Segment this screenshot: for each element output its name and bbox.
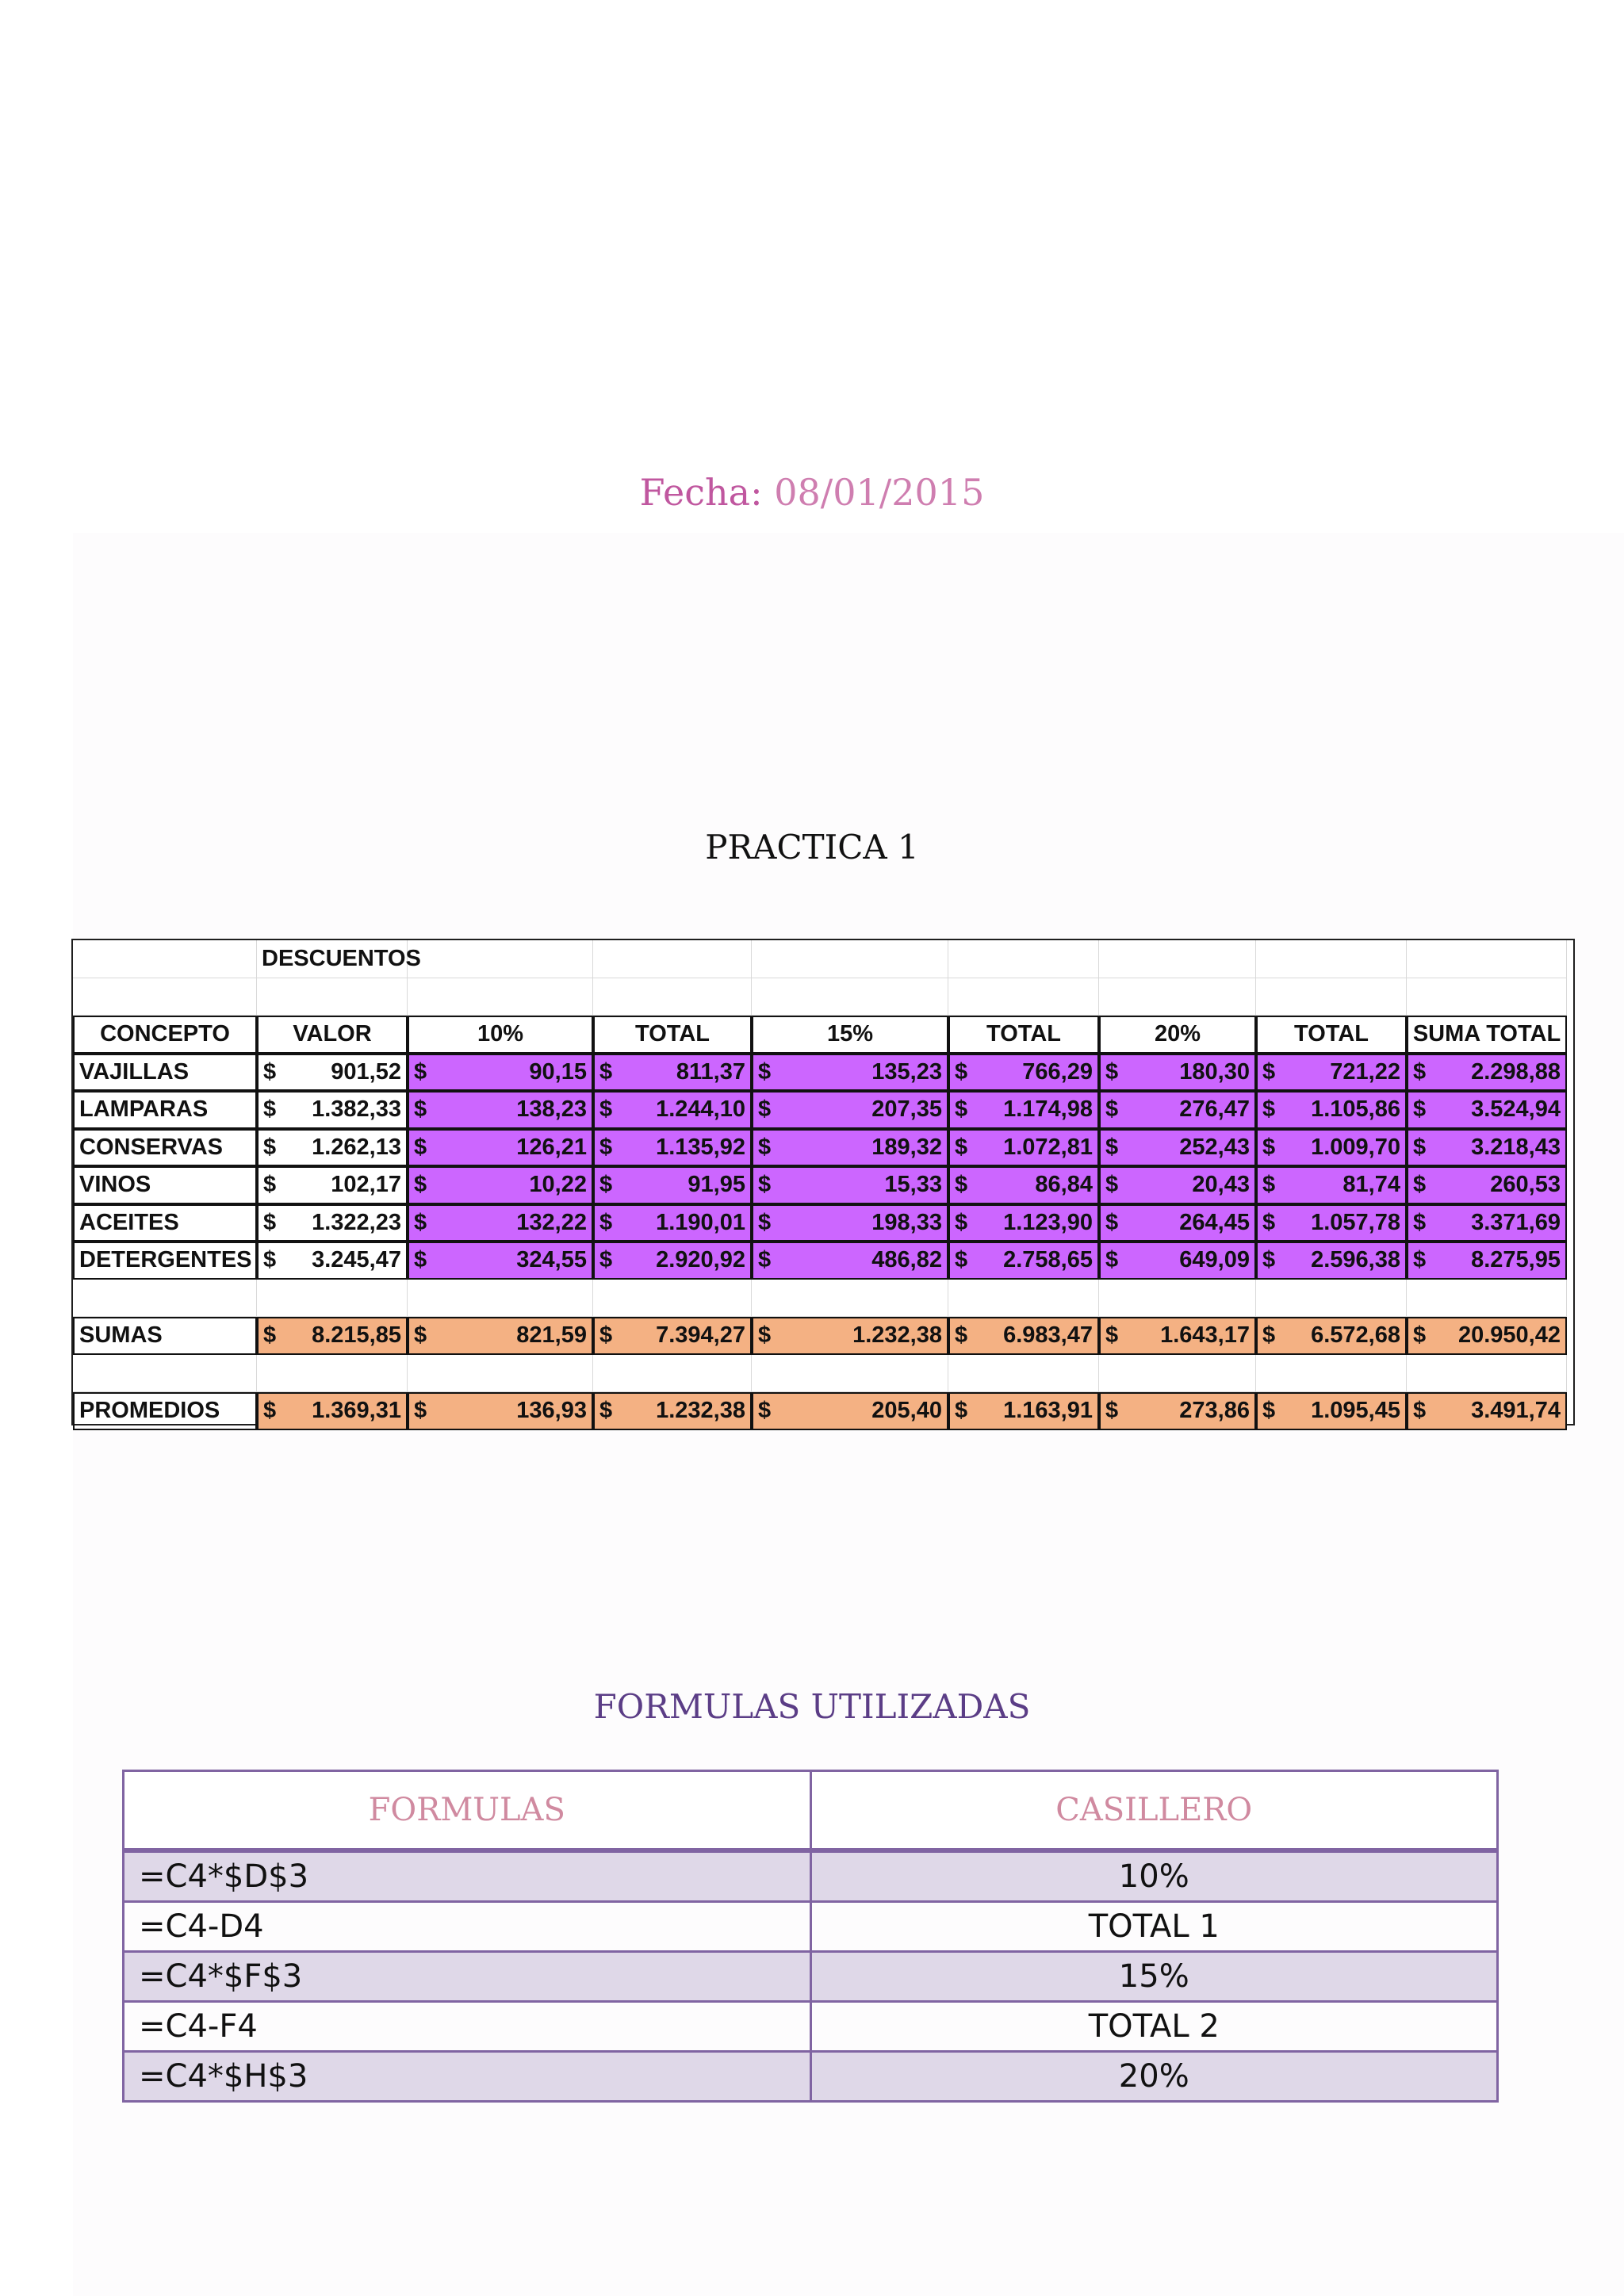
formula-cell: =C4*$H$3 [124,2052,811,2102]
casillero-cell: TOTAL 2 [810,2002,1498,2052]
amount: 1.163,91 [1003,1398,1093,1424]
header-row [73,1016,1573,1054]
currency-symbol: $ [263,1247,277,1273]
promedios-label: PROMEDIOS [73,1392,257,1430]
amount: 1.135,92 [656,1134,745,1160]
money-cell [257,1166,408,1204]
empty-cell [948,978,1099,1016]
amount: 821,59 [516,1322,587,1349]
table-row [73,1091,1573,1129]
amount: 1.105,86 [1311,1096,1400,1123]
money-cell [1099,1166,1256,1204]
money-cell [752,1204,948,1242]
empty-cell [1099,978,1256,1016]
formula-row [124,1902,1498,1952]
concepto-cell: LAMPARAS [73,1091,257,1129]
empty-cell [408,978,593,1016]
column-header: VALOR [257,1016,408,1054]
empty-cell [257,1355,408,1393]
currency-symbol: $ [1105,1247,1119,1273]
formula-cell: =C4*$D$3 [124,1850,811,1902]
amount: 136,93 [516,1398,587,1424]
money-cell [948,1392,1099,1430]
money-cell [1256,1091,1407,1129]
currency-symbol: $ [1105,1209,1119,1235]
column-header: 20% [1099,1016,1256,1054]
money-cell [1407,1242,1567,1280]
money-cell [593,1166,752,1204]
empty-cell [948,1280,1099,1318]
currency-symbol: $ [1413,1172,1427,1198]
amount: 3.491,74 [1471,1398,1561,1424]
money-cell [752,1091,948,1129]
currency-symbol: $ [1262,1134,1276,1160]
column-header: 10% [408,1016,593,1054]
amount: 3.218,43 [1471,1134,1561,1160]
blank-row [73,978,1573,1016]
date-value: 08/01/2015 [774,471,985,514]
table-row [73,1242,1573,1280]
currency-symbol: $ [414,1247,427,1273]
empty-cell [1099,1355,1256,1393]
empty-cell [408,940,593,978]
money-cell [408,1054,593,1092]
amount: 10,22 [529,1172,587,1198]
currency-symbol: $ [1262,1322,1276,1349]
money-cell [1256,1317,1407,1355]
empty-cell [1099,1280,1256,1318]
currency-symbol: $ [758,1398,772,1424]
amount: 1.123,90 [1003,1209,1093,1235]
amount: 135,23 [871,1058,942,1085]
formula-row [124,2052,1498,2102]
amount: 1.244,10 [656,1096,745,1123]
amount: 90,15 [529,1058,587,1085]
formula-cell: =C4*$F$3 [124,1952,811,2002]
money-cell [1099,1091,1256,1129]
money-cell [593,1242,752,1280]
amount: 3.524,94 [1471,1096,1561,1123]
currency-symbol: $ [599,1247,613,1273]
money-cell [593,1317,752,1355]
empty-cell [408,1355,593,1393]
empty-cell [73,940,257,978]
money-cell [948,1317,1099,1355]
currency-symbol: $ [263,1322,277,1349]
money-cell [948,1091,1099,1129]
currency-symbol: $ [414,1209,427,1235]
money-cell [1256,1054,1407,1092]
money-cell [1407,1204,1567,1242]
currency-symbol: $ [263,1172,277,1198]
formula-row [124,2002,1498,2052]
descuentos-row [73,940,1573,978]
currency-symbol: $ [758,1247,772,1273]
amount: 811,37 [676,1058,745,1085]
currency-symbol: $ [263,1209,277,1235]
date-line [0,471,1624,514]
currency-symbol: $ [955,1172,968,1198]
date-label: Fecha: [639,471,763,514]
money-cell [1407,1091,1567,1129]
empty-cell [752,978,948,1016]
amount: 7.394,27 [656,1322,745,1349]
amount: 81,74 [1342,1172,1400,1198]
empty-cell [593,1355,752,1393]
column-header: CONCEPTO [73,1016,257,1054]
amount: 198,33 [871,1209,942,1235]
amount: 180,30 [1179,1058,1250,1085]
currency-symbol: $ [263,1134,277,1160]
money-cell [1407,1166,1567,1204]
currency-symbol: $ [263,1398,277,1424]
money-cell [257,1129,408,1167]
amount: 86,84 [1035,1172,1093,1198]
casillero-cell: 20% [810,2052,1498,2102]
table-row [73,1054,1573,1092]
money-cell [408,1242,593,1280]
empty-cell [73,1280,257,1318]
money-cell [1256,1204,1407,1242]
currency-symbol: $ [1105,1172,1119,1198]
amount: 207,35 [871,1096,942,1123]
currency-symbol: $ [1105,1134,1119,1160]
empty-cell [257,978,408,1016]
currency-symbol: $ [1413,1134,1427,1160]
amount: 273,86 [1179,1398,1250,1424]
empty-cell [1407,1355,1567,1393]
money-cell [1256,1129,1407,1167]
concepto-cell: DETERGENTES [73,1242,257,1280]
amount: 6.572,68 [1311,1322,1400,1349]
casillero-cell: 10% [810,1850,1498,1902]
currency-symbol: $ [1413,1096,1427,1123]
amount: 189,32 [871,1134,942,1160]
money-cell [1256,1166,1407,1204]
currency-symbol: $ [1262,1096,1276,1123]
money-cell [948,1166,1099,1204]
amount: 132,22 [516,1209,587,1235]
money-cell [1407,1392,1567,1430]
money-cell [752,1054,948,1092]
amount: 324,55 [516,1247,587,1273]
formula-row [124,1850,1498,1902]
column-header: TOTAL [593,1016,752,1054]
currency-symbol: $ [1413,1398,1427,1424]
currency-symbol: $ [599,1134,613,1160]
currency-symbol: $ [414,1058,427,1085]
amount: 126,21 [516,1134,587,1160]
empty-cell [948,1355,1099,1393]
currency-symbol: $ [955,1058,968,1085]
amount: 276,47 [1179,1096,1250,1123]
formula-cell: =C4-F4 [124,2002,811,2052]
amount: 1.262,13 [312,1134,401,1160]
casillero-header: CASILLERO [810,1771,1498,1851]
currency-symbol: $ [414,1096,427,1123]
money-cell [408,1129,593,1167]
practica-title: PRACTICA 1 [705,828,919,867]
currency-symbol: $ [758,1096,772,1123]
money-cell [593,1091,752,1129]
amount: 2.596,38 [1311,1247,1400,1273]
money-cell [752,1166,948,1204]
currency-symbol: $ [1413,1247,1427,1273]
formulas-header: FORMULAS [124,1771,811,1851]
currency-symbol: $ [758,1058,772,1085]
money-cell [1099,1129,1256,1167]
table-row [73,1166,1573,1204]
money-cell [257,1317,408,1355]
currency-symbol: $ [599,1322,613,1349]
concepto-cell: ACEITES [73,1204,257,1242]
currency-symbol: $ [414,1172,427,1198]
money-cell [1407,1317,1567,1355]
concepto-cell: VAJILLAS [73,1054,257,1092]
amount: 264,45 [1179,1209,1250,1235]
blank-row [73,1355,1573,1393]
currency-symbol: $ [955,1322,968,1349]
amount: 1.369,31 [312,1398,401,1424]
currency-symbol: $ [263,1058,277,1085]
money-cell [593,1204,752,1242]
amount: 3.371,69 [1471,1209,1561,1235]
empty-cell [752,1280,948,1318]
table-row [73,1129,1573,1167]
empty-cell [1256,978,1407,1016]
currency-symbol: $ [263,1096,277,1123]
amount: 486,82 [871,1247,942,1273]
currency-symbol: $ [599,1172,613,1198]
money-cell [257,1242,408,1280]
column-header: TOTAL [948,1016,1099,1054]
amount: 721,22 [1330,1058,1400,1085]
currency-symbol: $ [1413,1209,1427,1235]
empty-cell [1256,1280,1407,1318]
empty-cell [1099,940,1256,978]
currency-symbol: $ [1262,1058,1276,1085]
money-cell [1099,1204,1256,1242]
empty-cell [73,1355,257,1393]
empty-cell [593,978,752,1016]
currency-symbol: $ [758,1172,772,1198]
amount: 1.174,98 [1003,1096,1093,1123]
currency-symbol: $ [1262,1398,1276,1424]
amount: 252,43 [1179,1134,1250,1160]
currency-symbol: $ [1262,1209,1276,1235]
formulas-title: FORMULAS UTILIZADAS [593,1687,1031,1726]
spreadsheet-grid [73,940,1573,1430]
money-cell [257,1054,408,1092]
money-cell [1407,1054,1567,1092]
currency-symbol: $ [1413,1058,1427,1085]
currency-symbol: $ [955,1209,968,1235]
amount: 138,23 [516,1096,587,1123]
money-cell [408,1317,593,1355]
amount: 1.009,70 [1311,1134,1400,1160]
money-cell [752,1242,948,1280]
currency-symbol: $ [758,1134,772,1160]
currency-symbol: $ [414,1322,427,1349]
empty-cell [408,1280,593,1318]
promedios-row [73,1392,1573,1430]
money-cell [257,1091,408,1129]
concepto-cell: VINOS [73,1166,257,1204]
amount: 1.072,81 [1003,1134,1093,1160]
formulas-table [122,1770,1499,2103]
money-cell [408,1204,593,1242]
currency-symbol: $ [1105,1096,1119,1123]
empty-cell [1256,1355,1407,1393]
money-cell [1099,1054,1256,1092]
amount: 1.643,17 [1160,1322,1250,1349]
empty-cell [593,1280,752,1318]
formula-cell: =C4-D4 [124,1902,811,1952]
amount: 8.215,85 [312,1322,401,1349]
currency-symbol: $ [1105,1398,1119,1424]
currency-symbol: $ [599,1096,613,1123]
empty-cell [73,978,257,1016]
money-cell [948,1242,1099,1280]
currency-symbol: $ [414,1398,427,1424]
money-cell [1099,1317,1256,1355]
amount: 2.920,92 [656,1247,745,1273]
empty-cell [948,940,1099,978]
money-cell [408,1392,593,1430]
formula-row [124,1952,1498,2002]
money-cell [752,1317,948,1355]
currency-symbol: $ [599,1209,613,1235]
money-cell [1256,1392,1407,1430]
money-cell [1099,1392,1256,1430]
money-cell [408,1091,593,1129]
empty-cell [752,940,948,978]
amount: 901,52 [331,1058,401,1085]
money-cell [948,1204,1099,1242]
currency-symbol: $ [955,1398,968,1424]
currency-symbol: $ [1105,1322,1119,1349]
column-header: 15% [752,1016,948,1054]
amount: 6.983,47 [1003,1322,1093,1349]
currency-symbol: $ [1262,1172,1276,1198]
concepto-cell: CONSERVAS [73,1129,257,1167]
amount: 91,95 [688,1172,745,1198]
money-cell [408,1166,593,1204]
sumas-row [73,1317,1573,1355]
column-header: SUMA TOTAL [1407,1016,1567,1054]
amount: 1.232,38 [656,1398,745,1424]
empty-cell [1256,940,1407,978]
currency-symbol: $ [1105,1058,1119,1085]
spreadsheet-image [71,939,1575,1425]
empty-cell [1407,1280,1567,1318]
amount: 20,43 [1192,1172,1250,1198]
amount: 15,33 [884,1172,942,1198]
money-cell [1407,1129,1567,1167]
amount: 1.095,45 [1311,1398,1400,1424]
amount: 2.298,88 [1471,1058,1561,1085]
amount: 649,09 [1179,1247,1250,1273]
money-cell [257,1392,408,1430]
table-row [73,1204,1573,1242]
amount: 1.382,33 [312,1096,401,1123]
money-cell [948,1129,1099,1167]
money-cell [948,1054,1099,1092]
currency-symbol: $ [955,1247,968,1273]
currency-symbol: $ [955,1134,968,1160]
currency-symbol: $ [955,1096,968,1123]
money-cell [1256,1242,1407,1280]
money-cell [593,1054,752,1092]
amount: 2.758,65 [1003,1247,1093,1273]
column-header: TOTAL [1256,1016,1407,1054]
empty-cell [1407,978,1567,1016]
amount: 8.275,95 [1471,1247,1561,1273]
currency-symbol: $ [1262,1247,1276,1273]
amount: 1.322,23 [312,1209,401,1235]
empty-cell [593,940,752,978]
currency-symbol: $ [1413,1322,1427,1349]
money-cell [752,1129,948,1167]
money-cell [1099,1242,1256,1280]
money-cell [752,1392,948,1430]
money-cell [593,1392,752,1430]
casillero-cell: 15% [810,1952,1498,2002]
amount: 1.190,01 [656,1209,745,1235]
currency-symbol: $ [599,1398,613,1424]
currency-symbol: $ [599,1058,613,1085]
amount: 20.950,42 [1457,1322,1561,1349]
money-cell [593,1129,752,1167]
currency-symbol: $ [758,1322,772,1349]
amount: 102,17 [331,1172,401,1198]
amount: 1.057,78 [1311,1209,1400,1235]
amount: 1.232,38 [852,1322,942,1349]
casillero-cell: TOTAL 1 [810,1902,1498,1952]
currency-symbol: $ [414,1134,427,1160]
descuentos-label: DESCUENTOS [257,940,408,978]
currency-symbol: $ [758,1209,772,1235]
amount: 260,53 [1490,1172,1561,1198]
empty-cell [1407,940,1567,978]
amount: 766,29 [1022,1058,1093,1085]
amount: 205,40 [871,1398,942,1424]
money-cell [257,1204,408,1242]
empty-cell [257,1280,408,1318]
empty-cell [752,1355,948,1393]
blank-row [73,1280,1573,1318]
sumas-label: SUMAS [73,1317,257,1355]
amount: 3.245,47 [312,1247,401,1273]
